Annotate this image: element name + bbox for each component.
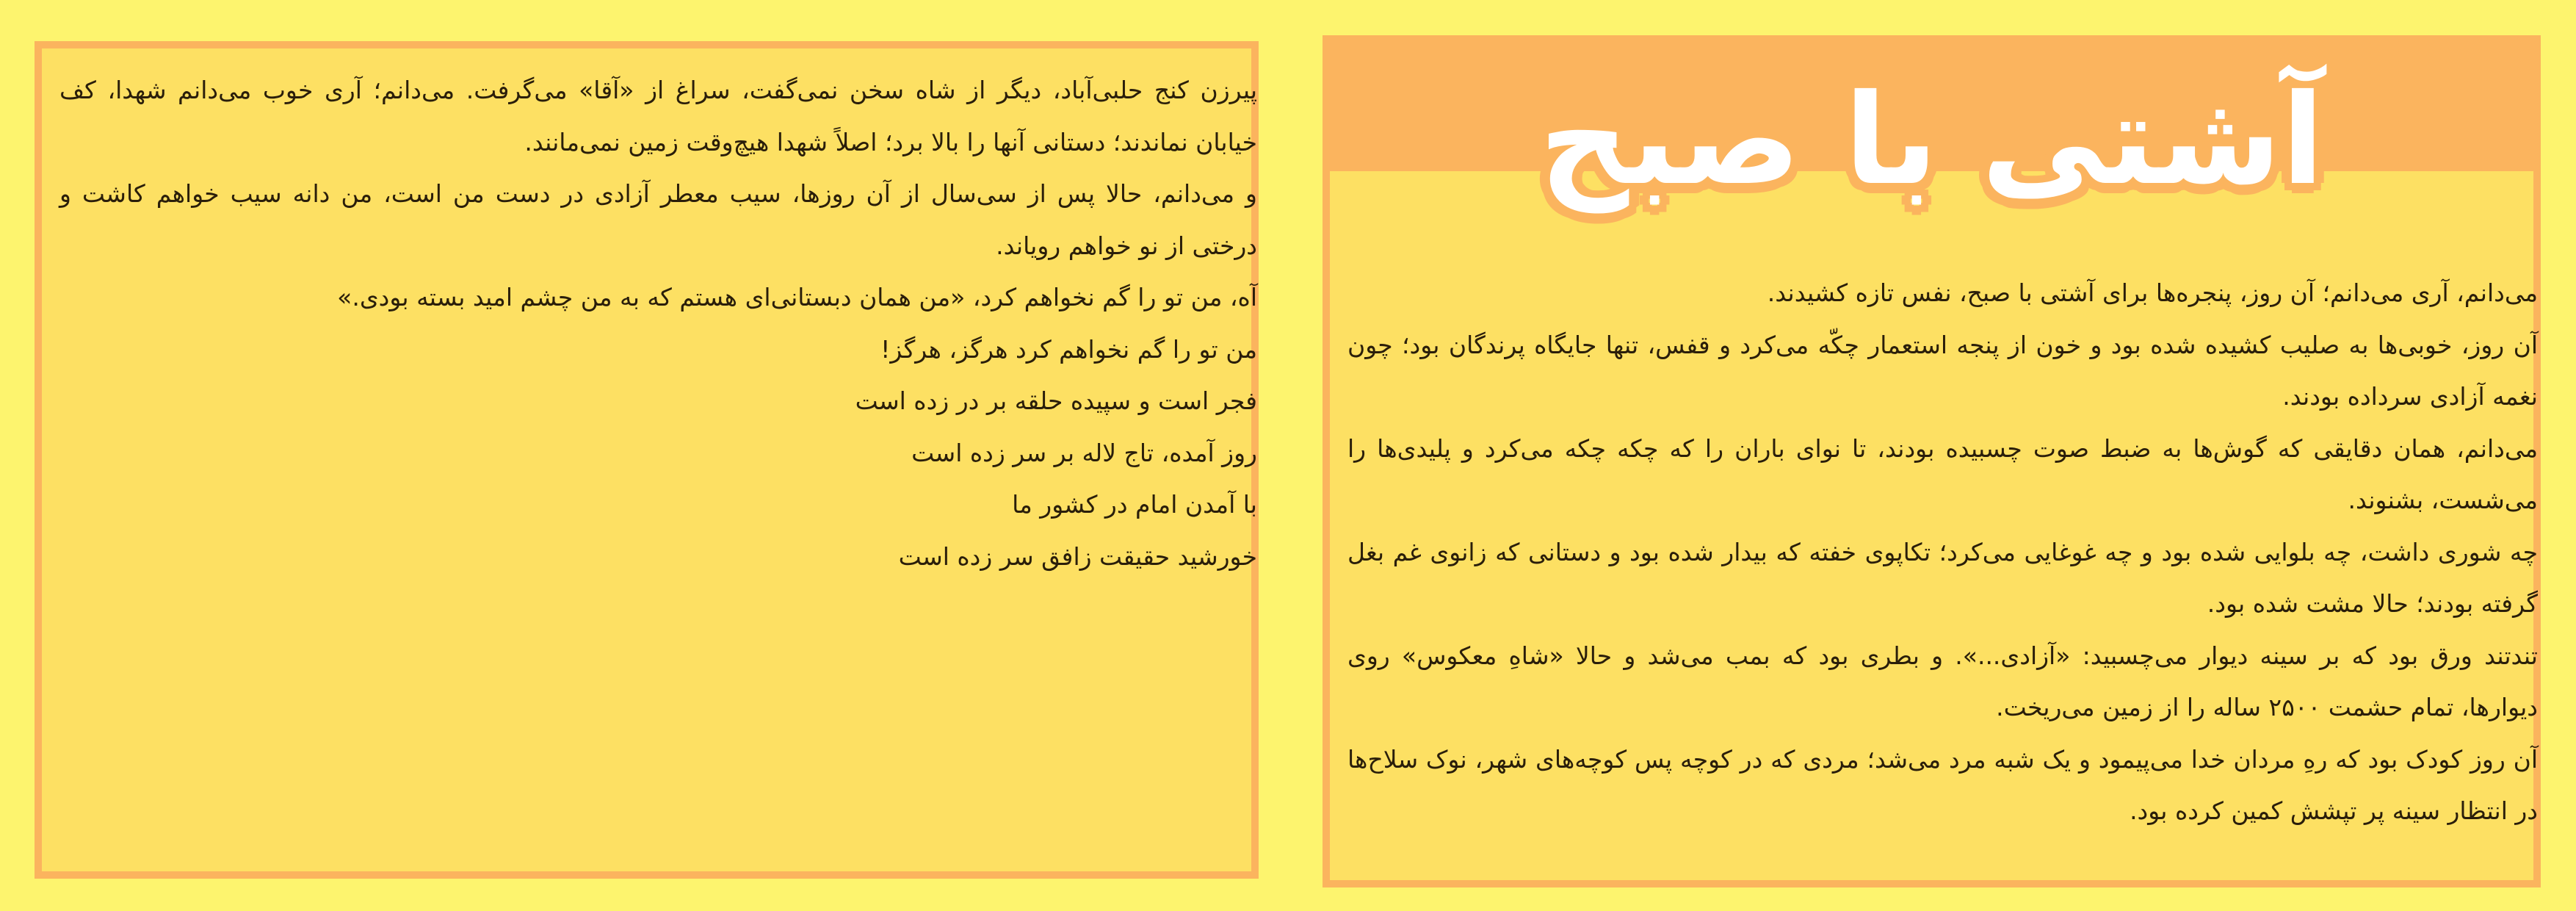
page-title: آشتی با صبح (1538, 68, 2325, 213)
right-paragraph: می‌دانم، آری می‌دانم؛ آن روز، پنجره‌ها برای آشتی با صبح، نفس تازه کشیدند. (1767, 278, 2538, 307)
right-panel-body (1347, 267, 2538, 838)
left-paragraph: و می‌دانم، حالا پس از سی‌سال از آن روزها، سیب معطر آزادی در دست من است، من دانه سیب خواهم کاشت و درختی از نو خواهم رویاند. (59, 179, 1257, 260)
poem-line: با آمدن امام در کشور ما (1012, 490, 1257, 519)
poem-line: فجر است و سپیده حلقه بر در زده است (855, 386, 1257, 415)
left-paragraph: من تو را گم نخواهم کرد هرگز، هرگز! (880, 334, 1257, 364)
right-paragraph: چه شوری داشت، چه بلوایی شده بود و چه غوغایی می‌کرد؛ تکاپوی خفته که بیدار شده بود و دستانی که زانوی غم بغل گرفته بودند؛ حالا مشت شده بود. (1347, 537, 2538, 618)
poem-line: روز آمده، تاج لاله بر سر زده است (911, 438, 1257, 467)
left-paragraph: پیرزن کنج حلبی‌آباد، دیگر از شاه سخن نمی‌گفت، سراغ از «آقا» می‌گرفت. می‌دانم؛ آری خوب می‌دانم شهدا، کف خیابان نماندند؛ دستانی آنها را بالا برد؛ اصلاً شهدا هیچ‌وقت زمین نمی‌مانند. (59, 76, 1257, 156)
left-panel-body (59, 65, 1257, 583)
right-paragraph: تندتند ورق بود که بر سینه دیوار می‌چسبید: «آزادی...». و بطری بود که بمب می‌شد و حالا «شاهِ معکوس» روی دیوارها، تمام حشمت ۲۵۰۰ ساله را از زمین می‌ریخت. (1347, 641, 2538, 721)
poem-line: خورشید حقیقت زافق سر زده است (898, 541, 1257, 571)
right-paragraph: می‌دانم، همان دقایقی که گوش‌ها به ضبط صوت چسبیده بودند، تا نوای باران را که چکه چکه می‌کرد و پلیدی‌ها را می‌شست، بشنوند. (1347, 433, 2538, 514)
right-text-panel (1323, 35, 2541, 887)
left-paragraph: آه، من تو را گم نخواهم کرد، «من همان دبستانی‌ای هستم که به من چشم امید بسته بودی.» (337, 283, 1257, 312)
right-paragraph: آن روز کودک بود که رهِ مردان خدا می‌پیمود و یک شبه مرد می‌شد؛ مردی که در کوچه پس کوچه‌های شهر، نوک سلاح‌ها در انتظار سینه پر تپشش کمین کرده بود. (1347, 744, 2538, 825)
right-paragraph: آن روز، خوبی‌ها به صلیب کشیده شده بود و خون از پنجه استعمار چکّه می‌کرد و قفس، تنها جایگاه پرندگان بود؛ چون نغمه آزادی سرداده بودند. (1347, 330, 2538, 411)
left-text-panel (35, 41, 1259, 879)
